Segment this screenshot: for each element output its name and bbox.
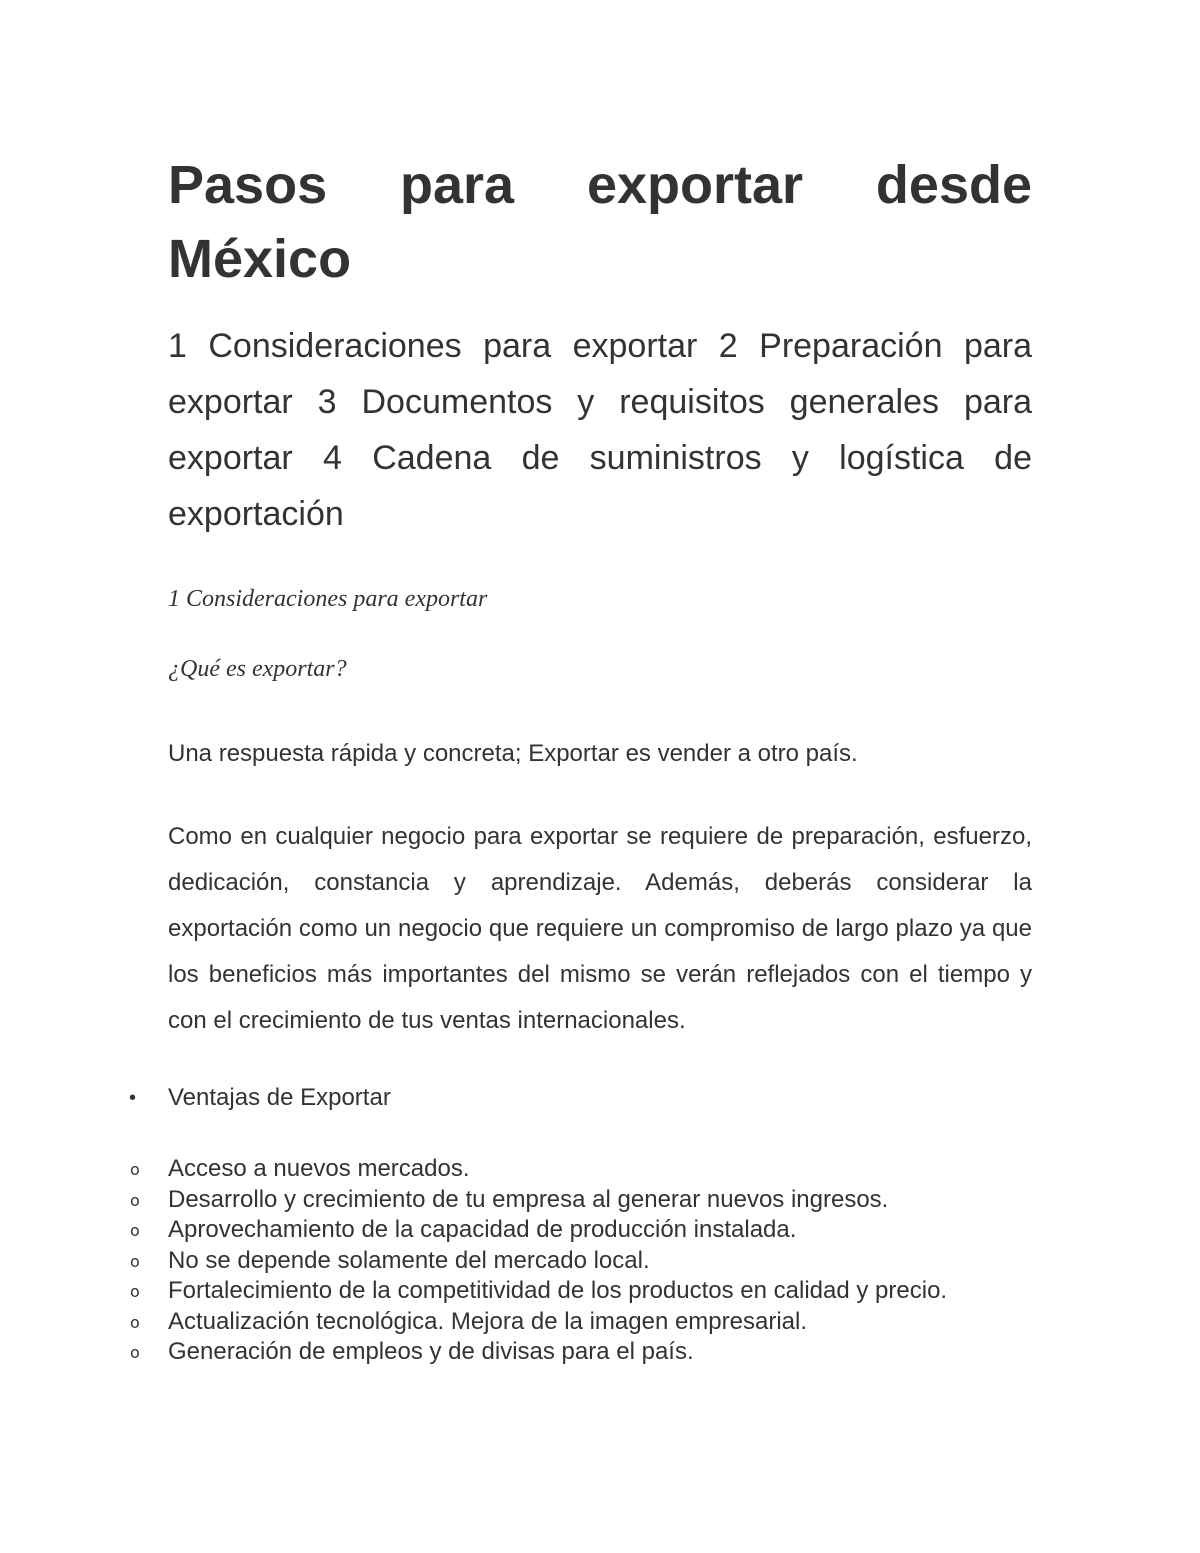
document-page <box>129 148 1032 1368</box>
list-item-label: Actualización tecnológica. Mejora de la imagen empresarial. <box>168 1307 807 1335</box>
list-item <box>129 1082 1032 1114</box>
list-item <box>130 1215 1032 1246</box>
question-heading: ¿Qué es exportar? <box>168 656 347 682</box>
circle-bullet-icon: o <box>130 1282 140 1301</box>
list-item <box>130 1154 1032 1185</box>
list-item-label: Generación de empleos y de divisas para el país. <box>168 1338 694 1365</box>
list-item <box>130 1185 1032 1216</box>
list-item-label: Acceso a nuevos mercados. <box>168 1155 470 1182</box>
bullet-list <box>129 1082 1032 1114</box>
list-item <box>130 1307 1032 1338</box>
list-item-label: Ventajas de Exportar <box>168 1084 391 1111</box>
list-item <box>130 1246 1032 1277</box>
answer-text: Una respuesta rápida y concreta; Exportar es vender a otro país. <box>168 740 858 767</box>
advantages-list <box>130 1154 1032 1368</box>
list-item-label: Fortalecimiento de la competitividad de los productos en calidad y precio. <box>168 1277 948 1304</box>
circle-bullet-icon: o <box>130 1221 140 1240</box>
page-title: Pasos para exportar desde México <box>168 155 1032 289</box>
section-heading: 1 Consideraciones para exportar <box>168 586 488 612</box>
list-item-label: No se depende solamente del mercado local. <box>168 1246 650 1274</box>
circle-bullet-icon: o <box>130 1343 140 1362</box>
circle-bullet-icon: o <box>130 1160 140 1179</box>
bullet-icon: • <box>129 1087 137 1109</box>
table-of-contents: 1 Consideraciones para exportar 2 Preparación para exportar 3 Documentos y requisitos generales para exportar 4 Cadena de suministros y logística de exportación <box>168 327 1032 533</box>
circle-bullet-icon: o <box>130 1312 140 1332</box>
circle-bullet-icon: o <box>130 1190 140 1210</box>
list-item-label: Aprovechamiento de la capacidad de producción instalada. <box>168 1216 797 1243</box>
list-item <box>130 1276 1032 1307</box>
body-paragraph: Como en cualquier negocio para exportar se requiere de preparación, esfuerzo, dedicación, constancia y aprendizaje. Además, deberás considerar la exportación como un negocio que requiere un compromiso de largo plazo ya que los beneficios más importantes del mismo se verán reflejados con el tiempo y con el crecimiento de tus ventas internacionales. <box>168 823 1032 1034</box>
list-item <box>130 1337 1032 1368</box>
list-item-label: Desarrollo y crecimiento de tu empresa al generar nuevos ingresos. <box>168 1185 889 1213</box>
circle-bullet-icon: o <box>130 1251 140 1271</box>
